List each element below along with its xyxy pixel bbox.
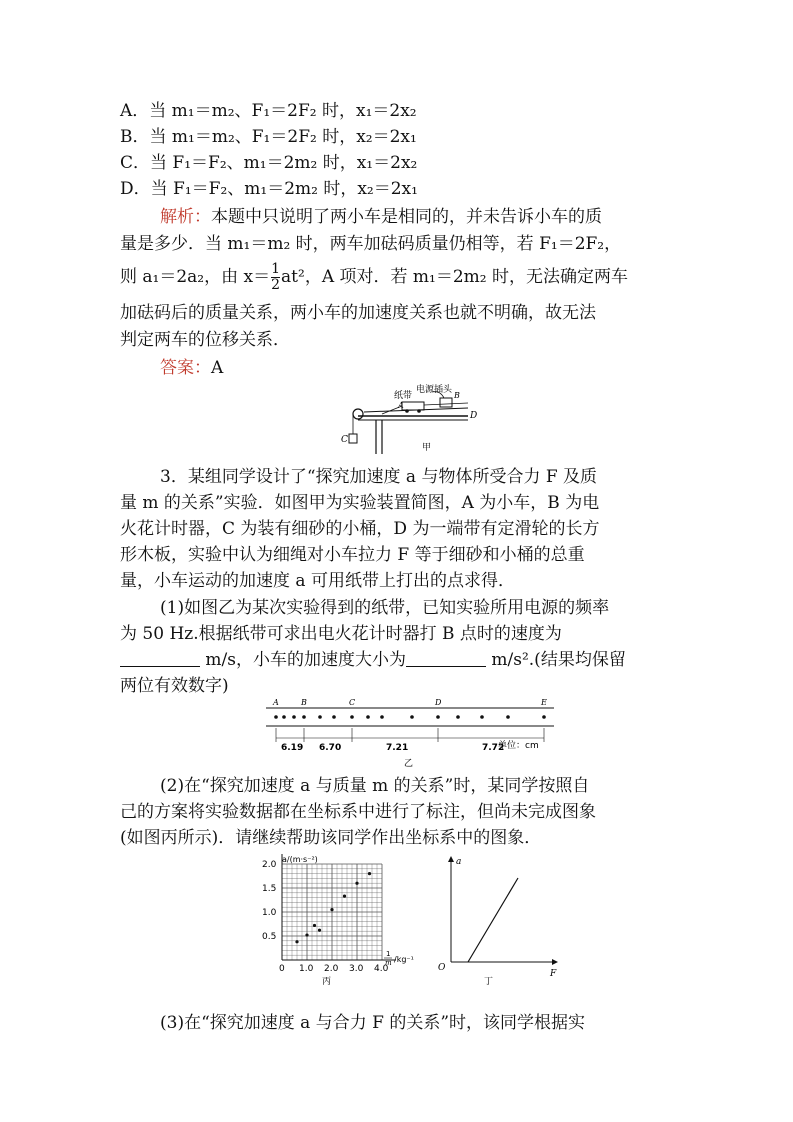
tape-point-A <box>274 715 278 719</box>
ding-xlabel: F <box>550 969 557 979</box>
answer-line <box>160 356 223 380</box>
tape-point-B <box>302 715 306 719</box>
p1-line-1: (1)如图乙为某次实验得到的纸带，已知实验所用电源的频率 <box>160 598 610 618</box>
analysis-text-3a: 则 a₁＝2a₂，由 x＝ <box>120 267 271 287</box>
tape-label-D: D <box>435 698 442 707</box>
figure-jia-caption: 甲 <box>422 443 432 453</box>
figure-bing-caption: 丙 <box>322 977 332 987</box>
ding-ylabel: a <box>456 857 462 867</box>
p1-line-4: 两位有效数字) <box>120 676 229 696</box>
ding-line <box>468 878 518 962</box>
bing-xlabel-unit: /kg⁻¹ <box>394 955 414 964</box>
answer-value: A <box>211 358 224 378</box>
q3-line-2: 量 m 的关系”实验．如图甲为实验装置简图，A 为小车，B 为电 <box>120 493 600 513</box>
p2-line-1: (2)在“探究加速度 a 与质量 m 的关系”时，某同学按照自 <box>160 776 590 796</box>
fraction-num: 1 <box>271 261 281 277</box>
p1-line-2: 为 50 Hz.根据纸带可求出电火花计时器打 B 点时的速度为 <box>120 624 562 644</box>
ding-origin: O <box>438 963 446 973</box>
bing-xlabel-den: m <box>385 959 392 967</box>
bing-xtick: 3.0 <box>349 964 364 974</box>
option-b: B．当 m₁＝m₂、F₁＝2F₂ 时，x₂＝2x₁ <box>120 127 417 147</box>
tape-dot <box>410 715 414 719</box>
tape-label-B: B <box>301 698 307 707</box>
q3-line-4: 形木板，实验中认为细绳对小车拉力 F 等于细砂和小桶的总重 <box>120 545 585 565</box>
bing-data-point <box>318 929 321 932</box>
label-D: D <box>470 411 478 421</box>
p1-text-3a: m/s，小车的加速度大小为 <box>205 650 406 670</box>
bing-ytick: 1.0 <box>262 908 277 918</box>
q3-line-1: 3．某组同学设计了“探究加速度 a 与物体所受合力 F 及质 <box>160 467 598 487</box>
bing-data-point <box>343 895 346 898</box>
option-c: C．当 F₁＝F₂、m₁＝2m₂ 时，x₁＝2x₂ <box>120 153 418 173</box>
tape-dot <box>366 715 370 719</box>
label-B: B <box>454 391 460 400</box>
bing-xtick: 0 <box>279 964 285 974</box>
analysis-line-2: 量是多少．当 m₁＝m₂ 时，两车加砝码质量仍相等，若 F₁＝2F₂， <box>120 234 622 254</box>
fraction-half <box>271 262 280 293</box>
tape-segment-2: 6.70 <box>319 743 342 753</box>
tape-label-E: E <box>541 698 547 707</box>
tape-label-A: A <box>273 698 279 707</box>
tape-dot <box>456 715 460 719</box>
tape-dot <box>506 715 510 719</box>
tape-point-E <box>542 715 546 719</box>
bing-data-point <box>295 940 298 943</box>
p1-line-3 <box>120 648 626 672</box>
analysis-text-3b: at²，A 项对．若 m₁＝2m₂ 时，无法确定两车 <box>281 267 629 287</box>
analysis-label: 解析： <box>160 207 211 227</box>
analysis-line-1 <box>160 205 602 229</box>
label-paper-tape: 纸带 <box>394 391 413 401</box>
option-d: D．当 F₁＝F₂、m₁＝2m₂ 时，x₂＝2x₁ <box>120 179 418 199</box>
answer-blank-velocity[interactable] <box>120 650 200 667</box>
analysis-text-1: 本题中只说明了两小车是相同的，并未告诉小车的质 <box>211 207 602 227</box>
tape-unit: 单位：cm <box>498 741 539 751</box>
fraction-den: 2 <box>271 277 281 293</box>
figure-ding-chart <box>436 852 566 992</box>
tape-segment-1: 6.19 <box>281 743 304 753</box>
q3-line-3: 火花计时器，C 为装有细砂的小桶，D 为一端带有定滑轮的长方 <box>120 519 600 539</box>
bing-data-point <box>368 872 371 875</box>
answer-label: 答案： <box>160 358 211 378</box>
tape-dot <box>318 715 322 719</box>
option-a: A．当 m₁＝m₂、F₁＝2F₂ 时，x₁＝2x₂ <box>120 101 417 121</box>
bing-data-point <box>330 908 333 911</box>
analysis-line-3 <box>120 262 628 293</box>
p2-line-3: (如图丙所示)．请继续帮助该同学作出坐标系中的图象． <box>120 828 542 848</box>
figure-bing-chart <box>258 852 428 992</box>
tape-point-D <box>436 715 440 719</box>
p1-text-3b: m/s².(结果均保留 <box>491 650 626 670</box>
p2-line-2: 己的方案将实验数据都在坐标系中进行了标注，但尚未完成图象 <box>120 802 596 822</box>
figure-ding-caption: 丁 <box>484 977 494 987</box>
p3-line-1: (3)在“探究加速度 a 与合力 F 的关系”时，该同学根据实 <box>160 1013 586 1033</box>
label-A: A <box>398 401 404 410</box>
figure-jia <box>336 384 476 456</box>
bing-ylabel: a/(m·s⁻²) <box>282 855 318 864</box>
answer-blank-acceleration[interactable] <box>406 650 486 667</box>
bing-xlabel-num: 1 <box>386 950 391 958</box>
q3-line-5: 量，小车运动的加速度 a 可用纸带上打出的点求得． <box>120 571 515 591</box>
tape-dot <box>332 715 336 719</box>
analysis-line-5: 判定两车的位移关系． <box>120 330 290 350</box>
tape-dot <box>292 715 296 719</box>
bing-xtick: 2.0 <box>324 964 339 974</box>
tape-segment-3: 7.21 <box>386 743 409 753</box>
bing-data-point <box>355 882 358 885</box>
bing-ytick: 1.5 <box>262 884 277 894</box>
label-C: C <box>341 435 348 445</box>
tape-point-C <box>350 715 354 719</box>
bing-xtick: 4.0 <box>374 964 389 974</box>
figure-yi-tape <box>262 696 558 768</box>
tape-dot <box>282 715 286 719</box>
figure-yi-caption: 乙 <box>404 759 414 769</box>
tape-label-C: C <box>349 698 356 707</box>
tape-segment-4: 7.72 <box>482 743 505 753</box>
bing-ytick: 0.5 <box>262 932 277 942</box>
bing-data-point <box>305 933 308 936</box>
tape-dot <box>480 715 484 719</box>
bing-ytick: 2.0 <box>262 860 277 870</box>
analysis-line-4: 加砝码后的质量关系，两小车的加速度关系也就不明确，故无法 <box>120 303 596 323</box>
bing-xtick: 1.0 <box>299 964 314 974</box>
bing-data-point <box>313 924 316 927</box>
label-power-plug: 电源插头 <box>416 385 453 395</box>
tape-dot <box>380 715 384 719</box>
